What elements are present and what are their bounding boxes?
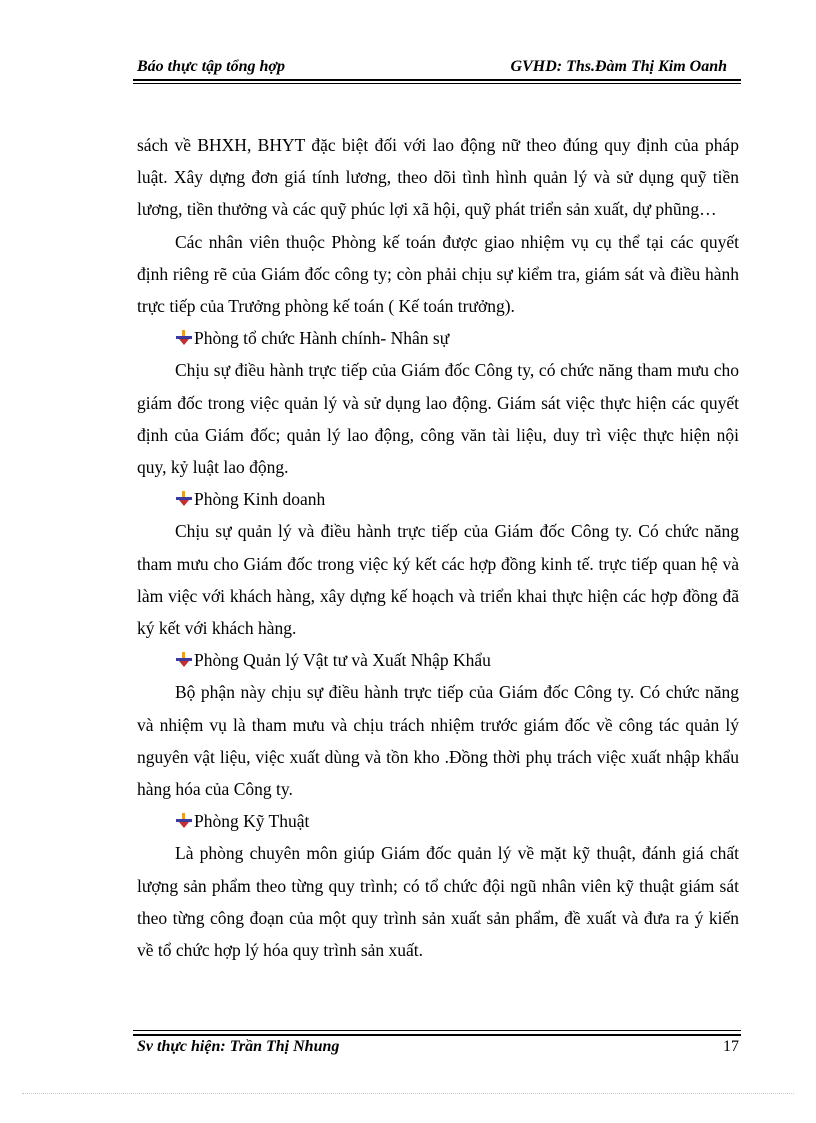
arrow-bullet-icon: [175, 651, 193, 669]
arrow-bullet-icon: [175, 329, 193, 347]
section-heading-label: Phòng Kinh doanh: [194, 489, 326, 510]
section-heading-materials: [137, 644, 739, 676]
footer-student: Sv thực hiện: Trần Thị Nhung: [137, 1038, 340, 1055]
section-heading-technical: [137, 805, 739, 837]
section-heading-hr: [137, 322, 739, 354]
page-number: 17: [723, 1038, 739, 1055]
arrow-bullet-icon: [175, 490, 193, 508]
paragraph: Chịu sự điều hành trực tiếp của Giám đốc Công ty, có chức năng tham mưu cho giám đốc trong việc quản lý và sử dụng lao động. Giám sát việc thực hiện các quyết định của Giám đốc; quản lý lao động, công văn tài liệu, duy trì việc thực hiện nội quy, kỷ luật lao động.: [137, 360, 739, 478]
paragraph: Chịu sự quản lý và điều hành trực tiếp của Giám đốc Công ty. Có chức năng tham mưu cho Giám đốc trong việc ký kết các hợp đồng kinh tế. trực tiếp quan hệ và làm việc với khách hàng, xây dựng kế hoạch và triển khai thực hiện các hợp đồng đã ký kết với khách hàng.: [137, 521, 739, 639]
section-heading-sales: [137, 483, 739, 515]
page-footer: [133, 1036, 741, 1060]
paragraph: Bộ phận này chịu sự điều hành trực tiếp của Giám đốc Công ty. Có chức năng và nhiệm vụ là tham mưu và chịu trách nhiệm trước giám đốc về công tác quản lý nguyên vật liệu, việc xuất dùng và tồn kho .Đồng thời phụ trách việc xuất nhập khẩu hàng hóa của Công ty.: [137, 682, 739, 800]
arrow-bullet-icon: [175, 812, 193, 830]
header-report-title: Báo thực tập tổng hợp: [137, 58, 285, 75]
header-rule-thick: [133, 79, 741, 81]
section-heading-label: Phòng Quản lý Vật tư và Xuất Nhập Khẩu: [194, 650, 491, 671]
page-boundary: [22, 1093, 794, 1094]
header-rule-thin: [133, 83, 741, 84]
section-heading-label: Phòng tổ chức Hành chính- Nhân sự: [194, 328, 450, 349]
header-supervisor: GVHD: Ths.Đàm Thị Kim Oanh: [510, 58, 727, 75]
paragraph: sách về BHXH, BHYT đặc biệt đối với lao động nữ theo đúng quy định của pháp luật. Xây dựng đơn giá tính lương, theo dõi tình hình quản lý và sử dụng quỹ tiền lương, tiền thưởng và các quỹ phúc lợi xã hội, quỹ phát triển sản xuất, dự phũng…: [137, 135, 739, 220]
paragraph: Các nhân viên thuộc Phòng kế toán được giao nhiệm vụ cụ thể tại các quyết định riêng rẽ của Giám đốc công ty; còn phải chịu sự kiểm tra, giám sát và điều hành trực tiếp của Trưởng phòng kế toán ( Kế toán trưởng).: [137, 231, 739, 317]
section-heading-label: Phòng Kỹ Thuật: [194, 811, 310, 832]
footer-rule-thin: [133, 1030, 741, 1031]
paragraph: Là phòng chuyên môn giúp Giám đốc quản lý về mặt kỹ thuật, đánh giá chất lượng sản phẩm theo từng quy trình; có tổ chức đội ngũ nhân viên kỹ thuật giám sát theo từng công đoạn của một quy trình sản xuất sản phẩm, đề xuất và đưa ra ý kiến về tổ chức hợp lý hóa quy trình sản xuất.: [137, 843, 739, 961]
document-body: [137, 129, 739, 966]
page-header: [133, 54, 741, 78]
